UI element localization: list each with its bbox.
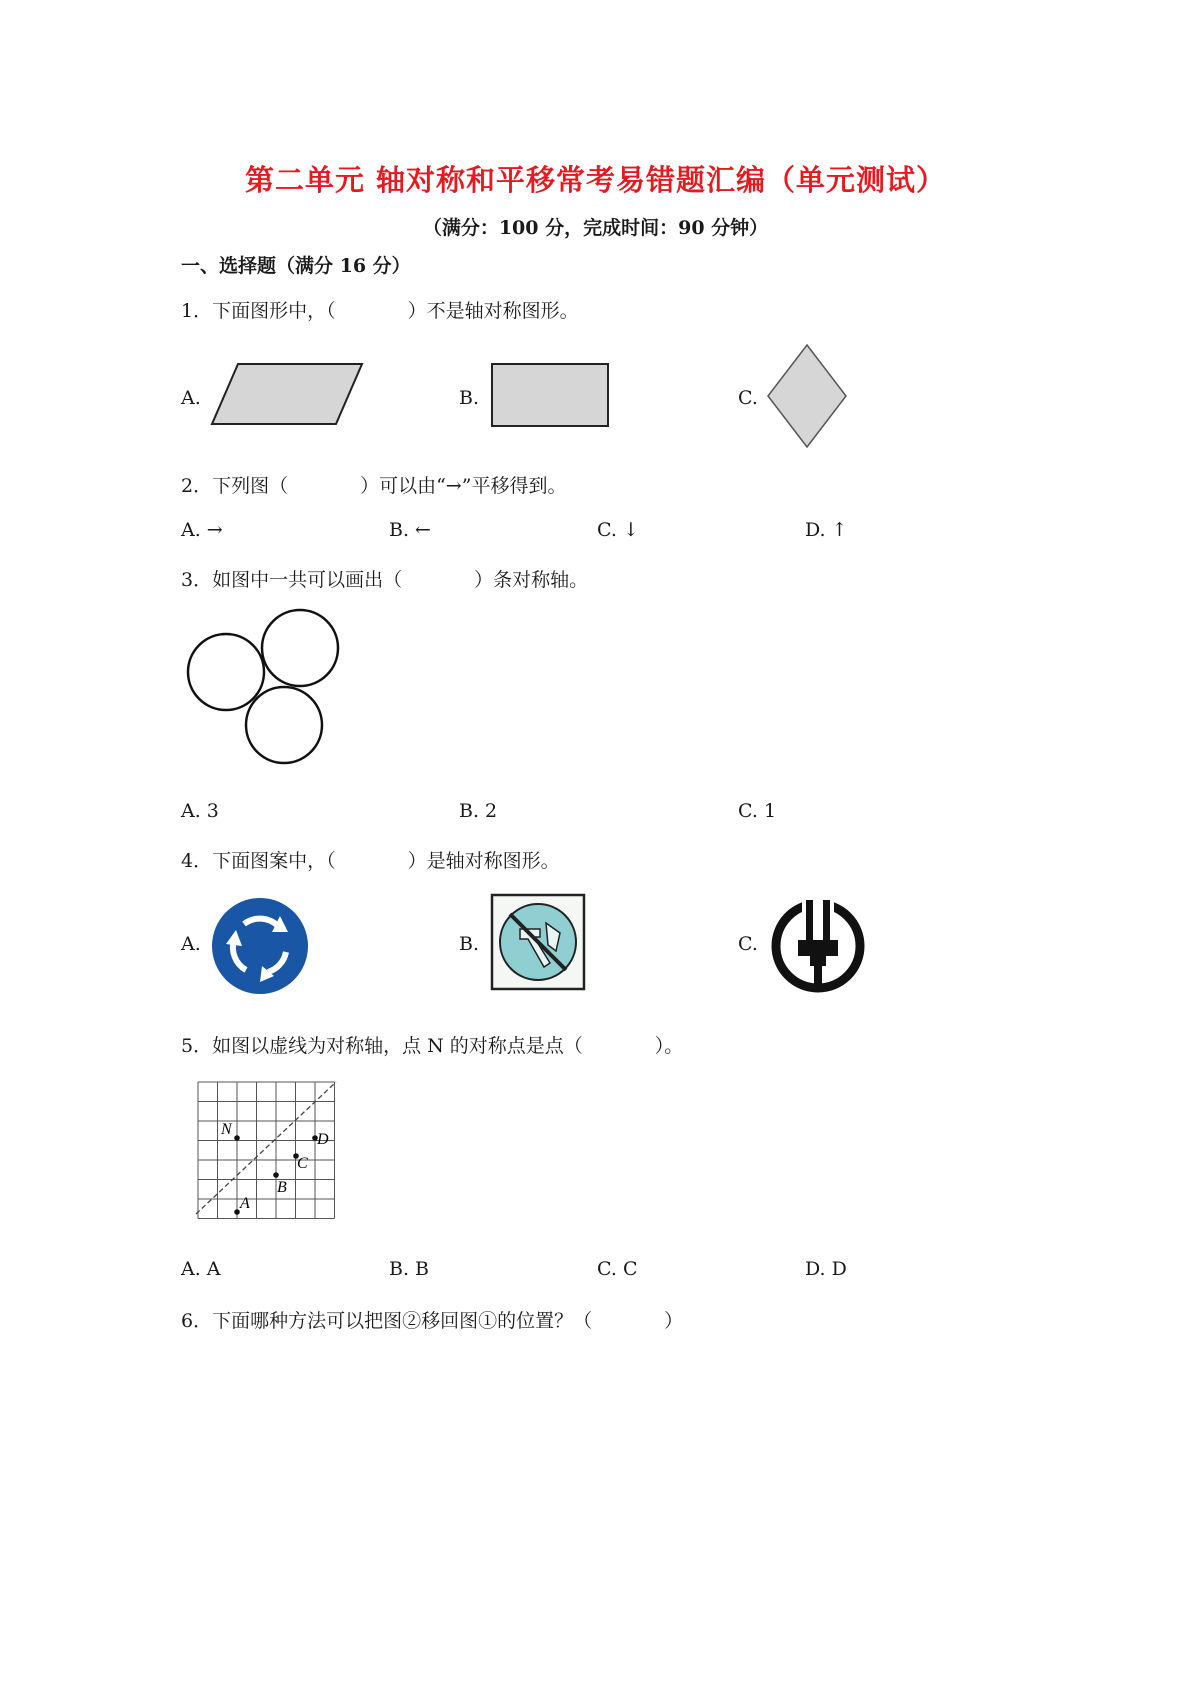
point-b-label: B <box>277 1179 287 1196</box>
q4-option-a-label: A. <box>181 933 201 955</box>
q5-option-d: D. D <box>805 1258 847 1280</box>
question-6-stem-start: 6．下面哪种方法可以把图②移回图①的位置？（ <box>181 1310 593 1332</box>
point-c-label: C <box>297 1155 308 1172</box>
question-4-stem-start: 4．下面图案中，（ <box>181 850 336 872</box>
q5-option-a: A. A <box>181 1258 221 1280</box>
question-6-stem <box>181 1306 683 1333</box>
q5-option-b: B. B <box>389 1258 430 1280</box>
question-4-stem <box>181 846 560 873</box>
parallelogram-figure <box>210 362 365 432</box>
document-subtitle: （满分：100 分，完成时间：90 分钟） <box>422 217 769 239</box>
question-5-stem-start: 5．如图以虚线为对称轴，点 N 的对称点是点（ <box>181 1035 583 1057</box>
q2-option-c: C. ↓ <box>597 519 639 541</box>
three-circles-figure <box>180 605 350 775</box>
question-5-stem <box>181 1031 683 1058</box>
point-d-label: D <box>317 1131 329 1148</box>
point-a-dot <box>234 1209 240 1215</box>
question-6-stem-end: ） <box>664 1310 684 1332</box>
question-2-stem-start: 2．下列图（ <box>181 475 289 497</box>
question-5-stem-end: ）。 <box>654 1035 684 1057</box>
q5-option-c: C. C <box>597 1258 638 1280</box>
question-2-stem-end: ）可以由“→”平移得到。 <box>360 475 567 497</box>
question-3-stem-end: ）条对称轴。 <box>474 569 589 591</box>
q3-option-c: C. 1 <box>738 800 777 822</box>
q4-option-b-label: B. <box>459 933 480 955</box>
q4-option-c-label: C. <box>738 933 758 955</box>
question-1-stem-end: ）不是轴对称图形。 <box>407 300 579 322</box>
bank-logo-icon <box>768 896 868 996</box>
q3-option-b: B. 2 <box>459 800 498 822</box>
point-b-dot <box>273 1172 279 1178</box>
rectangle-figure <box>490 362 612 430</box>
question-3-stem-start: 3．如图中一共可以画出（ <box>181 569 403 591</box>
q1-option-c-label: C. <box>738 387 758 409</box>
question-4-stem-end: ）是轴对称图形。 <box>407 850 560 872</box>
document-title: 第二单元 轴对称和平移常考易错题汇编（单元测试） <box>244 163 947 197</box>
question-2-stem <box>181 471 566 498</box>
q2-option-b: B. ← <box>389 519 431 541</box>
q2-option-d: D. ↑ <box>805 519 848 541</box>
q1-option-a-label: A. <box>181 387 201 409</box>
q1-option-b-label: B. <box>459 387 480 409</box>
point-a-label: A <box>240 1195 250 1212</box>
q2-option-a: A. → <box>181 519 223 541</box>
point-n-label: N <box>221 1121 232 1138</box>
question-1-stem <box>181 296 579 323</box>
question-1-stem-start: 1．下面图形中，（ <box>181 300 336 322</box>
section-heading: 一、选择题（满分 16 分） <box>181 255 411 277</box>
point-n-dot <box>234 1135 240 1141</box>
rhombus-figure <box>766 343 848 449</box>
q3-option-a: A. 3 <box>181 800 219 822</box>
no-hammer-sign-icon <box>490 893 586 991</box>
question-3-stem <box>181 565 588 592</box>
roundabout-sign-icon <box>210 896 310 996</box>
symmetry-grid-figure <box>190 1076 350 1226</box>
